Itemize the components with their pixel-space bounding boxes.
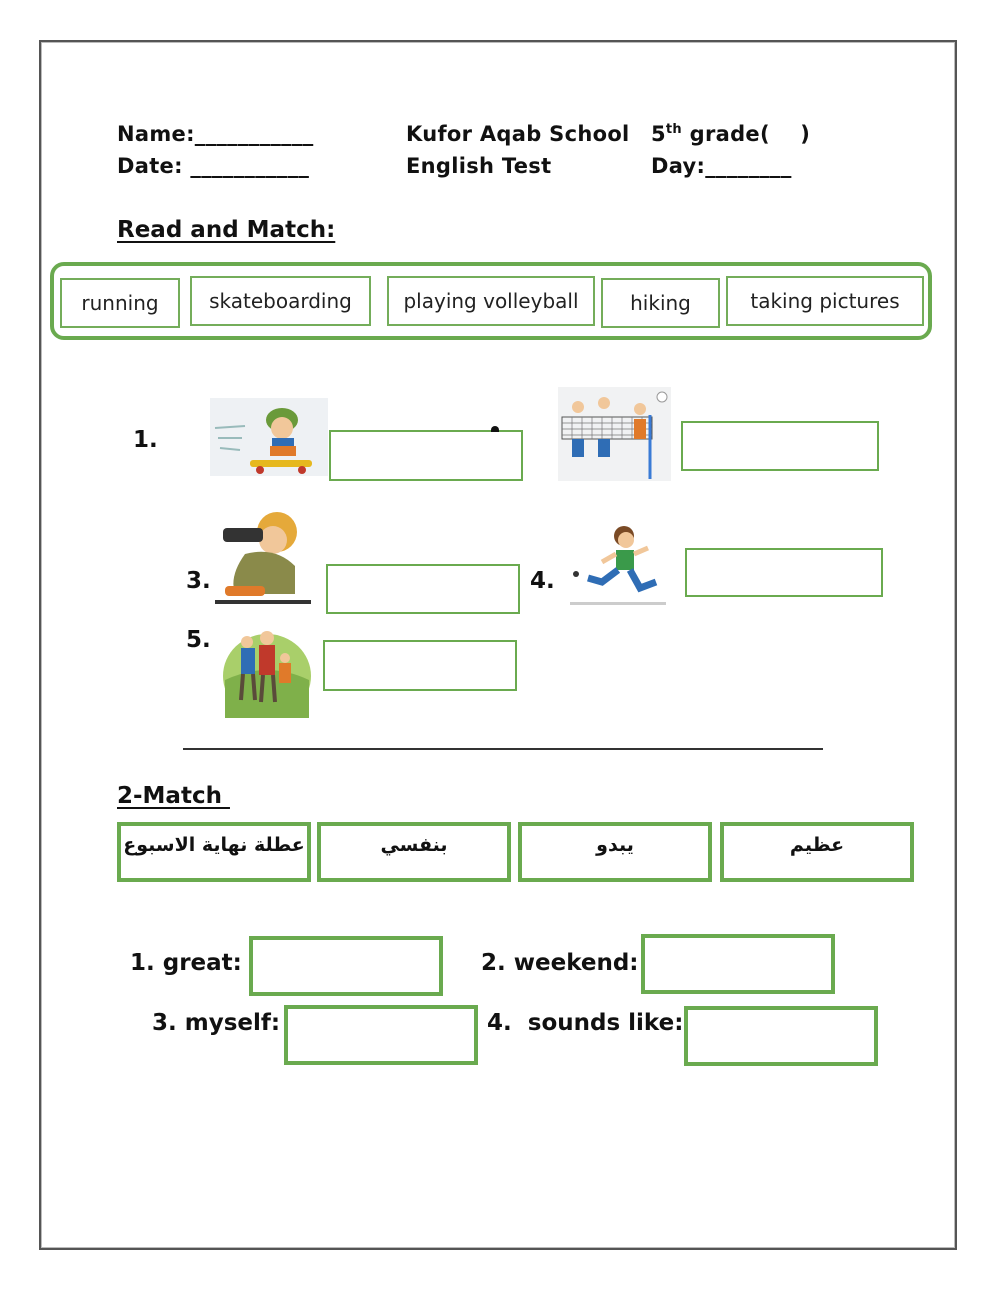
item-number-1: 1. <box>133 427 158 453</box>
section-divider <box>183 748 823 750</box>
item-number-3: 3. <box>186 568 211 594</box>
question-great: 1. great: <box>130 950 242 976</box>
binoculars-boy-icon <box>215 506 311 604</box>
grade-rest: grade( ) <box>682 122 811 146</box>
hidden-number-fragment <box>491 426 499 432</box>
item-number-5: 5. <box>186 627 211 653</box>
name-label: Name:___________ <box>117 122 314 146</box>
question-sounds-like: 4. sounds like: <box>487 1010 684 1036</box>
grade-label <box>651 122 810 146</box>
word-hiking[interactable]: hiking <box>601 278 720 328</box>
question-myself: 3. myself: <box>152 1010 281 1036</box>
answer-box-3[interactable] <box>326 564 520 614</box>
answer-box-2[interactable] <box>681 421 879 471</box>
answer-weekend[interactable] <box>641 934 835 994</box>
running-girl-icon <box>568 522 668 610</box>
section2-title: 2-Match <box>117 783 230 809</box>
word-skateboarding[interactable]: skateboarding <box>190 276 371 326</box>
item-number-4: 4. <box>530 568 555 594</box>
answer-box-4[interactable] <box>685 548 883 597</box>
hiking-family-icon <box>221 620 313 720</box>
question-weekend: 2. weekend: <box>481 950 639 976</box>
date-label: Date: ___________ <box>117 154 310 178</box>
arabic-word-weekend[interactable]: عطلة نهاية الاسبوع <box>117 822 311 882</box>
school-name: Kufor Aqab School <box>406 122 630 146</box>
word-running[interactable]: running <box>60 278 180 328</box>
word-playing-volleyball[interactable]: playing volleyball <box>387 276 595 326</box>
grade-number: 5 <box>651 122 666 146</box>
arabic-word-sounds-like[interactable]: يبدو <box>518 822 712 882</box>
answer-sounds-like[interactable] <box>684 1006 878 1066</box>
answer-box-1[interactable] <box>329 430 523 481</box>
grade-suffix: th <box>665 122 682 137</box>
word-taking-pictures[interactable]: taking pictures <box>726 276 924 326</box>
arabic-word-myself[interactable]: بنفسي <box>317 822 511 882</box>
day-label: Day:________ <box>651 154 792 178</box>
test-title: English Test <box>406 154 552 178</box>
skateboard-boy-icon <box>210 398 328 476</box>
volleyball-players-icon <box>558 387 671 481</box>
answer-great[interactable] <box>249 936 443 996</box>
answer-box-5[interactable] <box>323 640 517 691</box>
arabic-word-great[interactable]: عظيم <box>720 822 914 882</box>
section1-title: Read and Match: <box>117 217 336 243</box>
answer-myself[interactable] <box>284 1005 478 1065</box>
